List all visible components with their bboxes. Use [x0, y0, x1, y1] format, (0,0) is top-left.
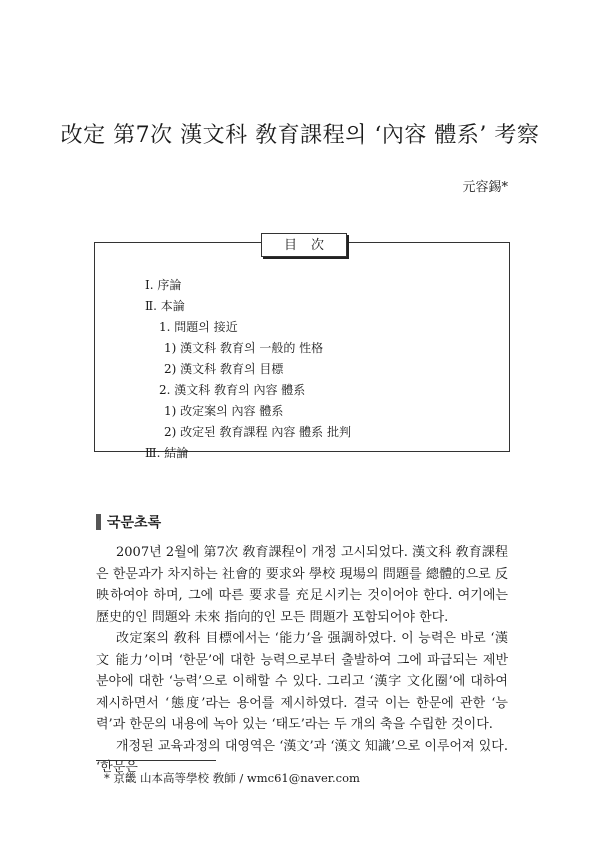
- toc-list: [145, 275, 351, 464]
- toc-item: Ⅰ. 序論: [145, 278, 182, 292]
- abstract-paragraph: 改定案의 敎科 目標에서는 ‘能力’을 强調하였다. 이 능력은 바로 ‘漢文 能力’이며 ‘한문’에 대한 능력으로부터 출발하여 그에 파급되는 제반 분야에 대한 ‘능력’으로 이해할 수 있다. 그리고 ‘漢字 文化圈’에 대하여 제시하면서 ‘態度’라는 용어를 제시하였다. 결국 이는 한문에 관한 ‘능력’과 한문의 내용에 녹아 있는 ‘태도’라는 두 개의 축을 수립한 것이다.: [96, 631, 508, 732]
- toc-heading: 目次: [261, 233, 347, 257]
- table-of-contents: [94, 238, 510, 460]
- toc-item: 1) 改定案의 內容 體系: [164, 404, 284, 418]
- abstract-heading-label: 국문초록: [107, 515, 162, 531]
- toc-item: 2) 漢文科 敎育의 目標: [164, 362, 284, 376]
- paper-title: 改定 第7次 漢文科 敎育課程의 ‘內容 體系’ 考察: [60, 123, 540, 148]
- abstract-heading: [96, 512, 161, 532]
- toc-item: 1) 漢文科 敎育의 一般的 性格: [164, 341, 324, 355]
- toc-item: 2. 漢文科 敎育의 內容 體系: [159, 383, 306, 397]
- author-name: 元容錫*: [462, 180, 508, 195]
- abstract-body: [96, 542, 508, 779]
- heading-bar-marker: [96, 514, 101, 530]
- toc-item: Ⅱ. 本論: [145, 299, 185, 313]
- toc-item: 1. 問題의 接近: [159, 320, 238, 334]
- author-footnote: * 京畿 山本高等學校 敎師 / wmc61@naver.com: [104, 771, 360, 785]
- toc-item: Ⅲ. 結論: [145, 446, 189, 460]
- footnote-divider: [96, 760, 216, 761]
- abstract-paragraph: 개정된 교육과정의 대영역은 ‘漢文’과 ‘漢文 知識’으로 이루어져 있다. ‘한문은: [96, 738, 508, 775]
- toc-item: 2) 改定된 敎育課程 內容 體系 批判: [164, 425, 351, 439]
- abstract-paragraph: 2007년 2월에 第7次 敎育課程이 개정 고시되었다. 漢文科 敎育課程은 한문과가 차지하는 社會的 要求와 學校 現場의 問題를 總體的으로 反映하여야 하며, 그에 따른 要求를 充足시키는 것이어야 한다. 여기에는 歷史的인 問題와 未來 指向的인 모든 問題가 포함되어야 한다.: [96, 545, 508, 625]
